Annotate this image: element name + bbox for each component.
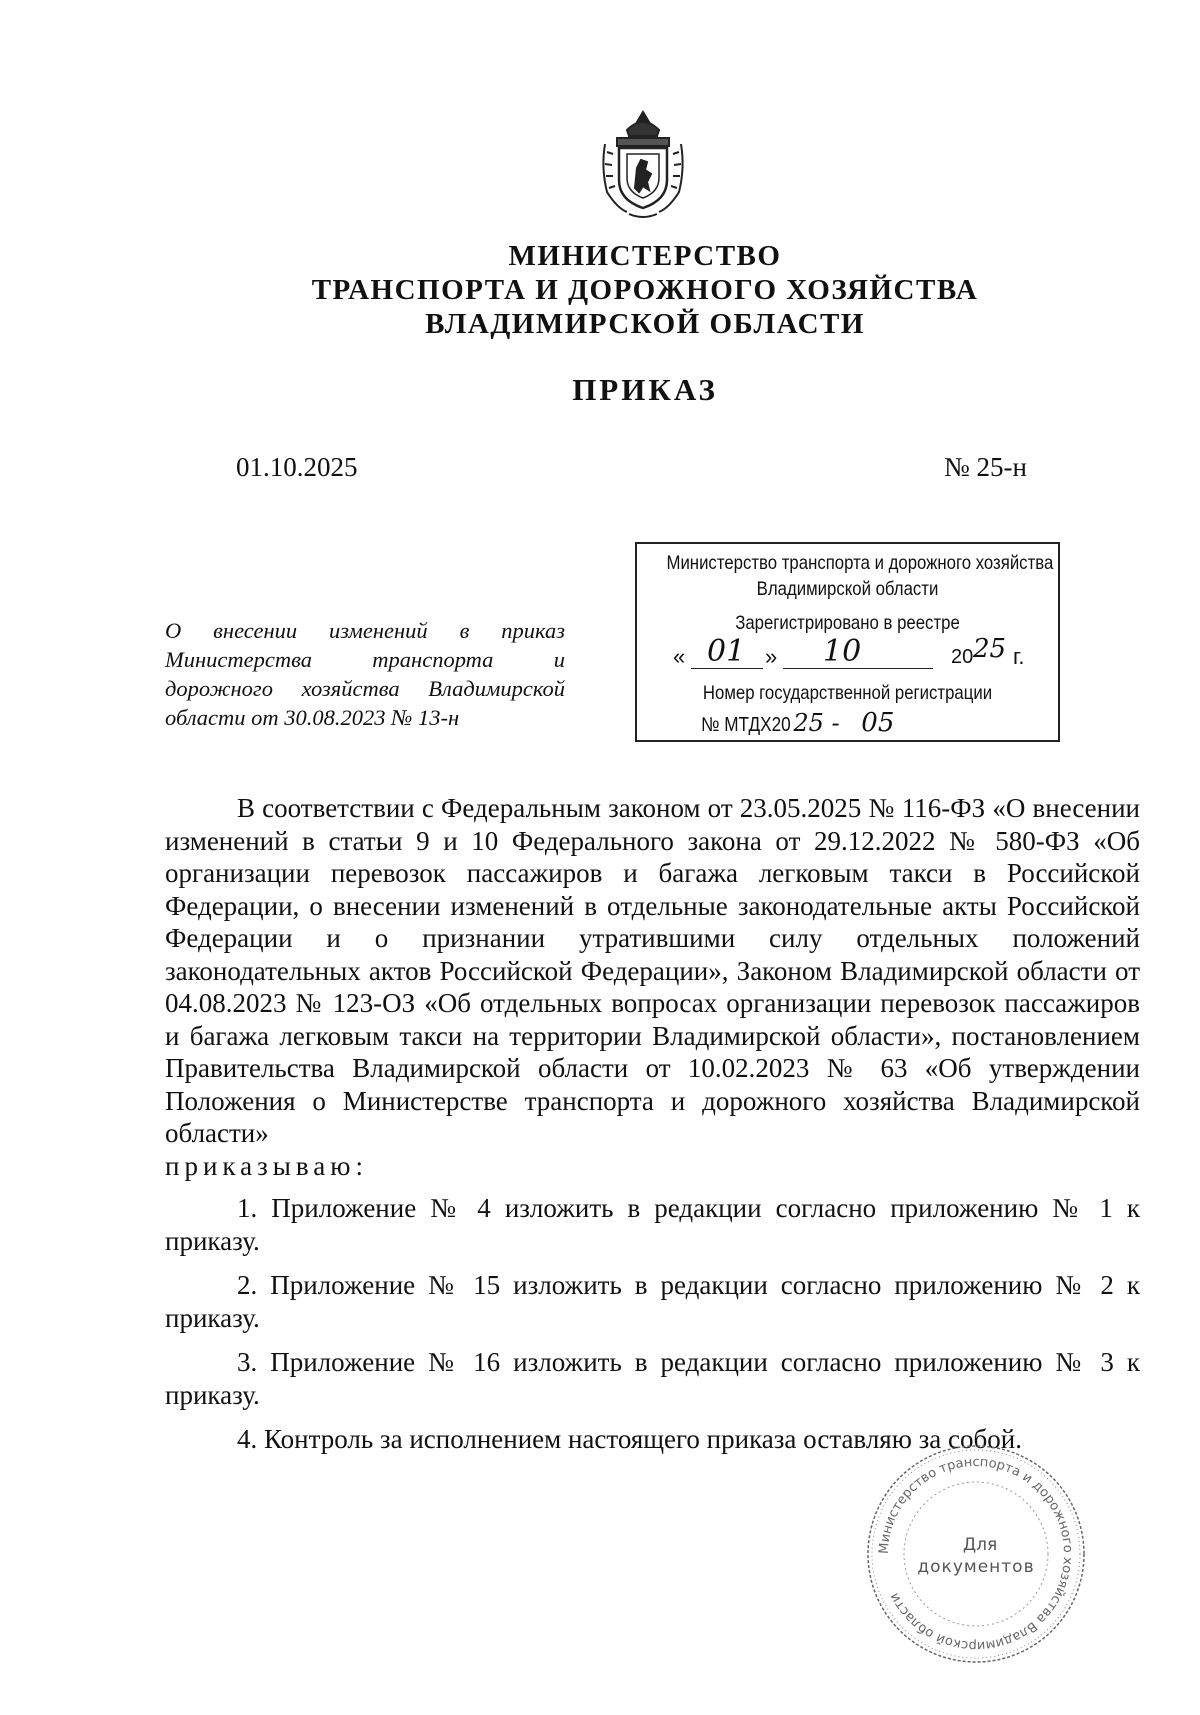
stamp-reg-number-handwritten: 05 bbox=[861, 708, 895, 738]
ministry-name-line-1: МИНИСТЕРСТВО bbox=[508, 240, 782, 272]
order-date: 01.10.2025 bbox=[236, 452, 358, 482]
stamp-reg-year-handwritten: 25 bbox=[793, 709, 824, 737]
order-item-1: 1. Приложение № 4 изложить в редакции согласно приложению № 1 к приказу. bbox=[165, 1193, 1140, 1256]
stamp-reg-dash: - bbox=[823, 709, 848, 737]
order-item-3: 3. Приложение № 16 изложить в редакции согласно приложению № 3 к приказу. bbox=[165, 1347, 1140, 1410]
stamp-month-handwritten: 10 bbox=[823, 634, 862, 669]
stamp-registration-number bbox=[701, 708, 1041, 738]
stamp-registered-line: Зарегистрировано в реестре bbox=[735, 612, 960, 634]
order-subject: О внесении изменений в приказ Министерства транспорта и дорожного хозяйства Владимирской области от 30.08.2023 № 13-н bbox=[165, 618, 565, 730]
order-word: приказываю: bbox=[165, 1150, 368, 1181]
stamp-close-quote: » bbox=[765, 644, 778, 669]
stamp-open-quote: « bbox=[673, 644, 686, 669]
stamp-year-handwritten: 25 bbox=[973, 634, 1007, 664]
stamp-day-handwritten: 01 bbox=[707, 634, 746, 669]
stamp-reg-prefix: № МТДХ20 bbox=[701, 714, 791, 736]
stamp-state-registration-line: Номер государственной регистрации bbox=[702, 682, 993, 704]
document-title: ПРИКАЗ bbox=[572, 372, 718, 407]
ministry-name-line-3: ВЛАДИМИРСКОЙ ОБЛАСТИ bbox=[425, 308, 865, 340]
stamp-region-line: Владимирской области bbox=[756, 578, 939, 600]
order-item-2: 2. Приложение № 15 изложить в редакции согласно приложению № 2 к приказу. bbox=[165, 1270, 1140, 1333]
order-item-4: 4. Контроль за исполнением настоящего приказа оставляю за собой. bbox=[237, 1424, 1022, 1454]
order-number: № 25-н bbox=[944, 452, 1027, 482]
seal-center-line-2: документов bbox=[917, 1557, 1035, 1577]
seal-ring-text: Министерство транспорта и дорожного хозяйства Владимирской области bbox=[876, 1454, 1076, 1654]
document-body bbox=[165, 792, 1140, 1456]
registration-stamp bbox=[635, 542, 1060, 742]
preamble-paragraph: В соответствии с Федеральным законом от 23.05.2025 № 116-ФЗ «О внесении изменений в статьи 9 и 10 Федерального закона от 29.12.2022 № 580-ФЗ «Об организации перевозок пассажиров и багажа легковым такси в Российской Федерации, о внесении изменений в отдельные законодательные акты Российской Федерации и о признании утратившими силу отдельных положений законодательных актов Российской Федерации», Законом Владимирской области от 04.08.2023 № 123-ОЗ «Об отдельных вопросах организации перевозок пассажиров и багажа легковым такси на территории Владимирской области», постановлением Правительства Владимирской области от 10.02.2023 № 63 «Об утверждении Положения о Министерстве транспорта и дорожного хозяйства Владимирской области» bbox=[165, 793, 1140, 1148]
round-seal bbox=[862, 1440, 1090, 1668]
ministry-name-line-2: ТРАНСПОРТА И ДОРОЖНОГО ХОЗЯЙСТВА bbox=[311, 274, 979, 306]
stamp-year-mark: г. bbox=[1013, 644, 1025, 669]
stamp-ministry-line: Министерство транспорта и дорожного хозяйства bbox=[666, 552, 1054, 574]
coat-of-arms-emblem bbox=[597, 108, 689, 220]
seal-center-line-1: Для bbox=[962, 1535, 998, 1555]
stamp-year-prefix: 20 bbox=[951, 646, 974, 668]
stamp-date-row bbox=[673, 634, 1043, 674]
